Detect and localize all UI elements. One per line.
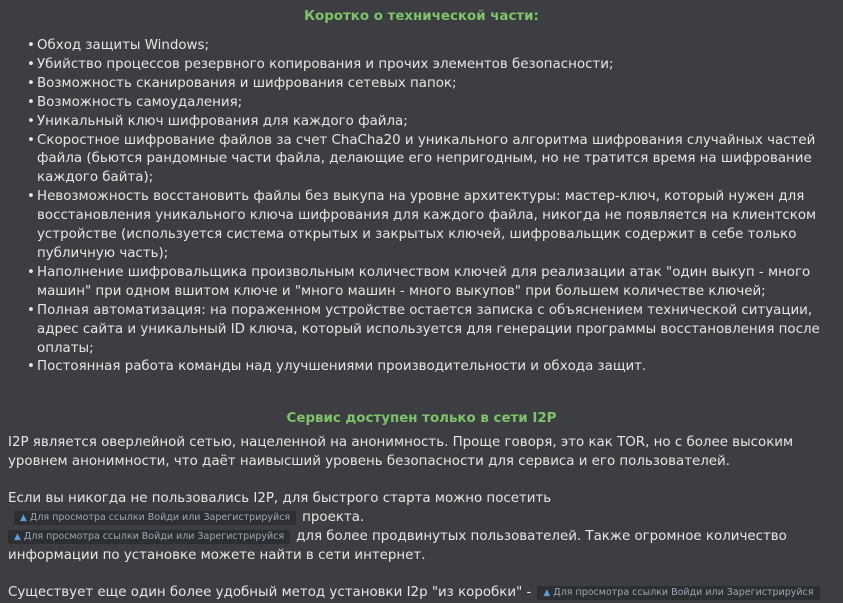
arrow-up-icon: ▲ — [14, 531, 21, 542]
feature-item: • Полная автоматизация: на пораженном устройстве остается записка с объяснением технической ситуации, адрес сайта и уникальный ID ключа, который используется для генерации программы восстановления после оплаты; — [27, 302, 835, 359]
arrow-up-icon: ▲ — [20, 513, 27, 524]
i2p-description: I2P является оверлейной сетью, нацеленной на анонимность. Проще говоря, это как TOR, но с более высоким уровнем анонимности, что даёт наивысший уровень безопасности для сервиса и его пользователей. — [8, 435, 794, 470]
feature-item: • Возможность сканирования и шифрования сетевых папок; — [27, 75, 835, 94]
hidden-link-label: Для просмотра ссылки Войди или Зарегистрируйся — [553, 586, 814, 598]
i2p-box-install-paragraph — [8, 584, 835, 603]
quickstart-text-before: Если вы никогда не пользовались I2P, для быстрого старта можно посетить — [8, 491, 552, 507]
box-install-text: Существует еще один более удобный метод установки I2p "из коробки" - — [8, 584, 532, 600]
tech-section-title: Коротко о технической части: — [304, 9, 539, 24]
feature-item: • Скоростное шифрование файлов за счет ChaCha20 и уникального алгоритма шифрования случайных частей файла (бьются рандомные части файла, делающие его непригодным, но не тратится время на шифрование каждого байта); — [27, 132, 835, 189]
feature-list — [8, 37, 835, 377]
hidden-link-button[interactable] — [537, 586, 819, 600]
i2p-quickstart-paragraph — [8, 490, 835, 566]
hidden-link-button[interactable] — [14, 511, 296, 525]
feature-item: • Наполнение шифровальщика произвольным количеством ключей для реализации атак "один выкуп - много машин" при одном вшитом ключе и "много машин - много выкупов" при большем количестве ключей; — [27, 264, 835, 302]
hidden-link-label: Для просмотра ссылки Войди или Зарегистрируйся — [23, 530, 285, 542]
feature-item: • Невозможность восстановить файлы без выкупа на уровне архитектуры: мастер-ключ, который нужен для восстановления уникального ключа шифрования для каждого файла, никогда не появляется на клиентском устройстве (используется система открытых и закрытых ключей, шифровальщик содержит в себе только публичную часть); — [27, 188, 835, 264]
feature-item: • Уникальный ключ шифрования для каждого файла; — [27, 113, 835, 132]
hidden-link-button[interactable] — [8, 530, 290, 544]
feature-item: • Возможность самоудаления; — [27, 94, 835, 113]
service-section-title: Сервис доступен только в сети I2P — [286, 411, 557, 427]
feature-item: • Обход защиты Windows; — [27, 37, 835, 56]
feature-item: • Постоянная работа команды над улучшениями производительности и обхода защит. — [27, 358, 835, 377]
feature-item: • Убийство процессов резервного копирования и прочих элементов безопасности; — [27, 56, 835, 75]
arrow-up-icon: ▲ — [543, 587, 551, 598]
hidden-link-label: Для просмотра ссылки Войди или Зарегистрируйся — [29, 512, 291, 524]
quickstart-text-after: для более продвинутых пользователей. Также огромное количество информации по установке можете найти в сети интернет. — [8, 528, 787, 563]
quickstart-text-middle: проекта. — [302, 510, 365, 526]
